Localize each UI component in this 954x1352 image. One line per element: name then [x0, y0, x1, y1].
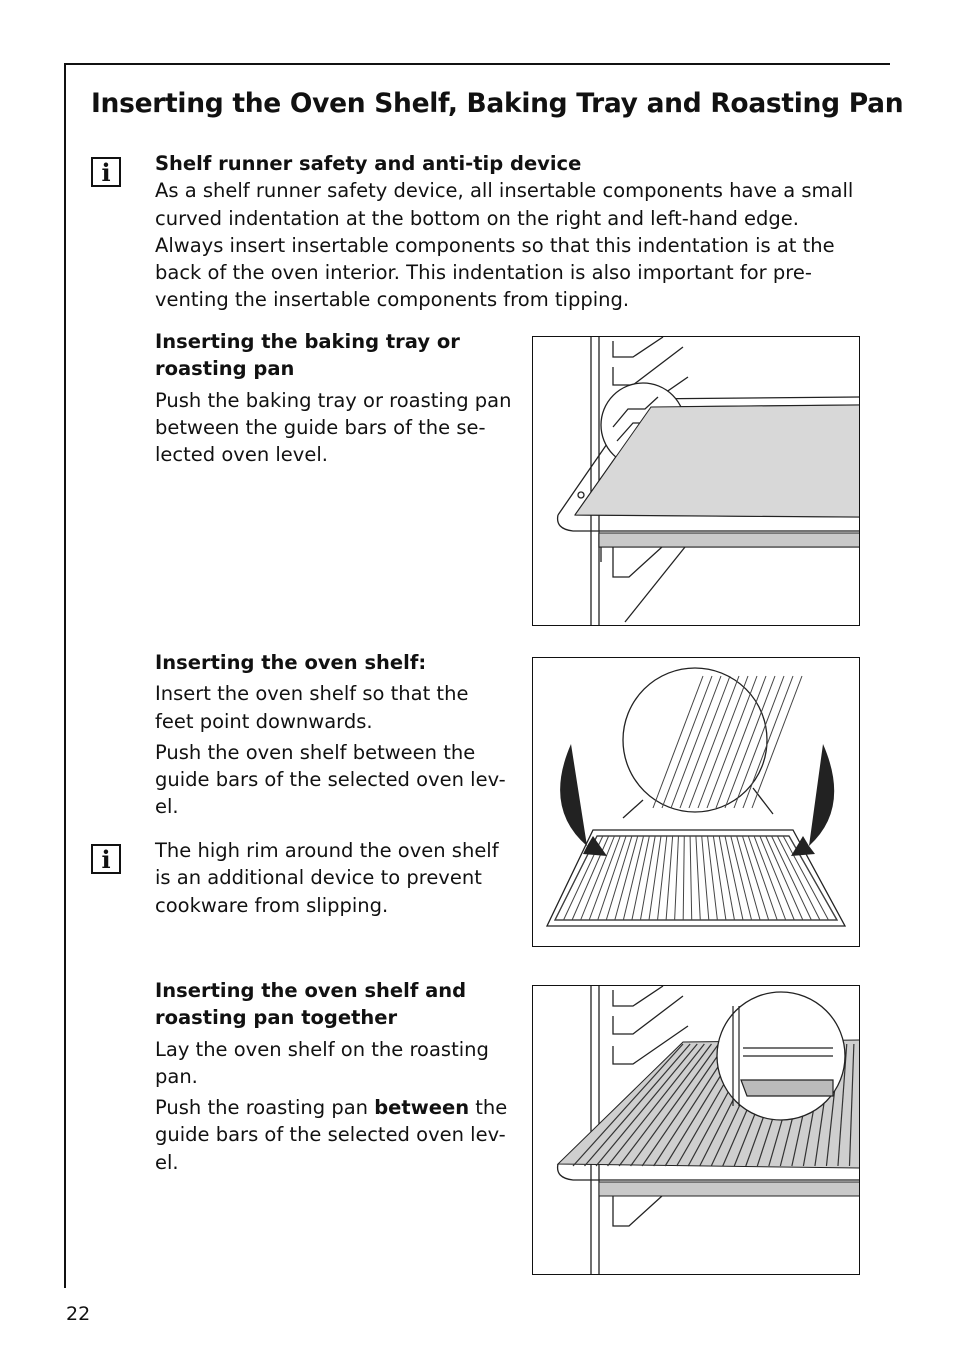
oven-shelf-illustration: [532, 657, 860, 947]
info-icon: i: [91, 844, 121, 874]
tray-text: Push the baking tray or roasting pan: [155, 388, 512, 412]
shelf-note: [155, 837, 525, 919]
together-text: Lay the oven shelf on the roasting: [155, 1037, 489, 1061]
tray-heading: Inserting the baking tray or: [155, 330, 460, 353]
safety-line: venting the insertable components from tipping.: [155, 288, 630, 312]
together-heading: Inserting the oven shelf and: [155, 979, 467, 1002]
info-icon: i: [91, 157, 121, 187]
shelf-text: feet point downwards.: [155, 709, 373, 733]
shelf-heading: Inserting the oven shelf:: [155, 651, 427, 674]
shelf-text: Push the oven shelf between the: [155, 740, 476, 764]
together-text: el.: [155, 1150, 179, 1174]
shelf-and-pan-illustration: [532, 985, 860, 1275]
together-heading: roasting pan together: [155, 1006, 398, 1030]
together-text: Push the roasting pan between the: [155, 1096, 508, 1120]
safety-heading: Shelf runner safety and anti-tip device: [155, 152, 582, 175]
together-section: [155, 977, 525, 1176]
page-number: 22: [66, 1303, 91, 1325]
shelf-text: guide bars of the selected oven lev-: [155, 768, 506, 792]
tray-text: lected oven level.: [155, 443, 328, 467]
shelf-note-line: is an additional device to prevent: [155, 866, 482, 890]
shelf-text: el.: [155, 795, 179, 819]
baking-tray-illustration: [532, 336, 860, 626]
page-frame-left-rule: [64, 63, 66, 1288]
safety-line: Always insert insertable components so that this indentation is at the: [155, 233, 835, 257]
safety-section: [155, 150, 875, 314]
tray-text: between the guide bars of the se-: [155, 415, 486, 439]
page-title: Inserting the Oven Shelf, Baking Tray and Roasting Pan: [91, 88, 904, 119]
together-text: guide bars of the selected oven lev-: [155, 1123, 506, 1147]
together-text: pan.: [155, 1064, 198, 1088]
page-frame-top-rule: [64, 63, 890, 65]
tray-heading: roasting pan: [155, 357, 295, 381]
safety-line: As a shelf runner safety device, all insertable components have a small: [155, 179, 854, 203]
safety-line: curved indentation at the bottom on the right and left-hand edge.: [155, 206, 799, 230]
tray-section: [155, 328, 525, 468]
shelf-note-line: The high rim around the oven shelf: [155, 839, 499, 862]
safety-line: back of the oven interior. This indentation is also important for pre-: [155, 261, 812, 285]
shelf-note-line: cookware from slipping.: [155, 893, 389, 917]
shelf-section: [155, 649, 525, 821]
shelf-text: Insert the oven shelf so that the: [155, 682, 469, 706]
